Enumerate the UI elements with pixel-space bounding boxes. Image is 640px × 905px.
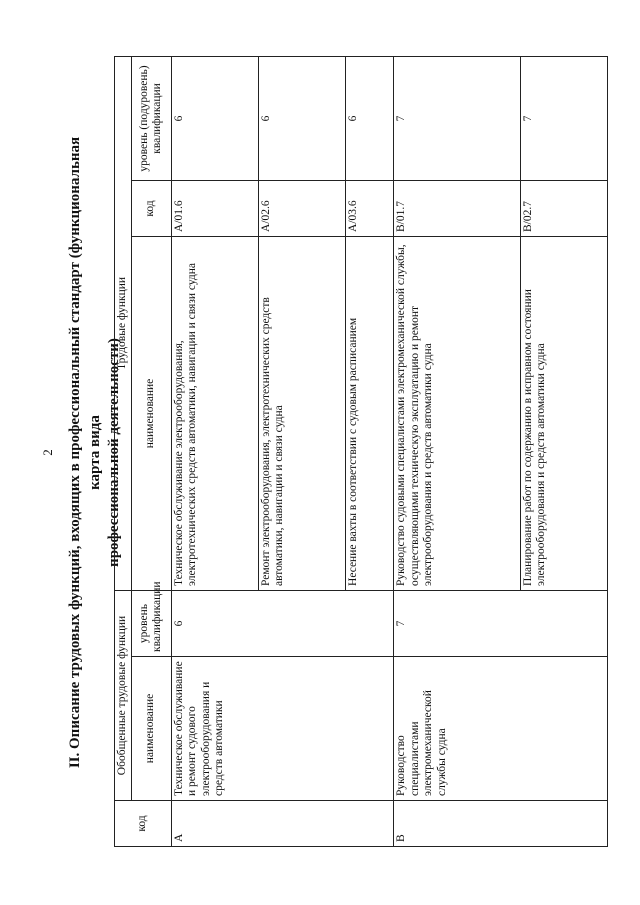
function-level: 7: [394, 56, 521, 180]
generalized-function-level: 7: [394, 590, 608, 656]
function-name: Несение вахты в соответствии с судовым расписанием: [346, 236, 394, 590]
function-code: B/01.7: [394, 180, 521, 236]
function-level: 6: [258, 56, 345, 180]
generalized-function-name: Техническое обслуживание и ремонт судового электрооборудования и средств автоматики: [171, 657, 394, 801]
functional-map-table: [114, 56, 608, 847]
table-row: [394, 56, 521, 846]
header-code: код: [115, 801, 172, 847]
function-level: 7: [520, 56, 607, 180]
generalized-function-code: B: [394, 801, 608, 847]
table-row: [171, 56, 258, 846]
function-name: Техническое обслуживание электрооборудования, электротехнических средств автоматики, навигации и связи судна: [171, 236, 258, 590]
function-level: 6: [346, 56, 394, 180]
function-name: Ремонт электрооборудования, электротехнических средств автоматики, навигации и связи судна: [258, 236, 345, 590]
function-code: A/03.6: [346, 180, 394, 236]
header-qualification-level: уровень квалификации: [131, 590, 171, 656]
function-level: 6: [171, 56, 258, 180]
header-labor-functions: Трудовые функции: [115, 56, 132, 590]
section-title-line-2: профессиональной деятельности): [106, 338, 122, 567]
header-sublevel: уровень (подуровень) квалификации: [131, 56, 171, 180]
header-function-code: код: [131, 180, 171, 236]
generalized-function-name: Руководство специалистами электромеханической службы судна: [394, 657, 608, 801]
function-code: A/02.6: [258, 180, 345, 236]
header-generalized-functions: Обобщенные трудовые функции: [115, 590, 132, 800]
section-title-line-1: II. Описание трудовых функций, входящих в профессиональный стандарт (функциональная карта вида: [67, 136, 103, 769]
function-code: B/02.7: [520, 180, 607, 236]
header-function-name: наименование: [131, 236, 171, 590]
header-name: наименование: [131, 657, 171, 801]
function-code: A/01.6: [171, 180, 258, 236]
function-name: Руководство судовыми специалистами электромеханической службы, осуществляющими техническую эксплуатацию и ремонт электрооборудования и средств автоматики судна: [394, 236, 521, 590]
page-number: 2: [40, 449, 55, 456]
generalized-function-level: 6: [171, 590, 394, 656]
generalized-function-code: A: [171, 801, 394, 847]
function-name: Планирование работ по содержанию в исправном состоянии электрооборудования и средств автоматики судна: [520, 236, 607, 590]
